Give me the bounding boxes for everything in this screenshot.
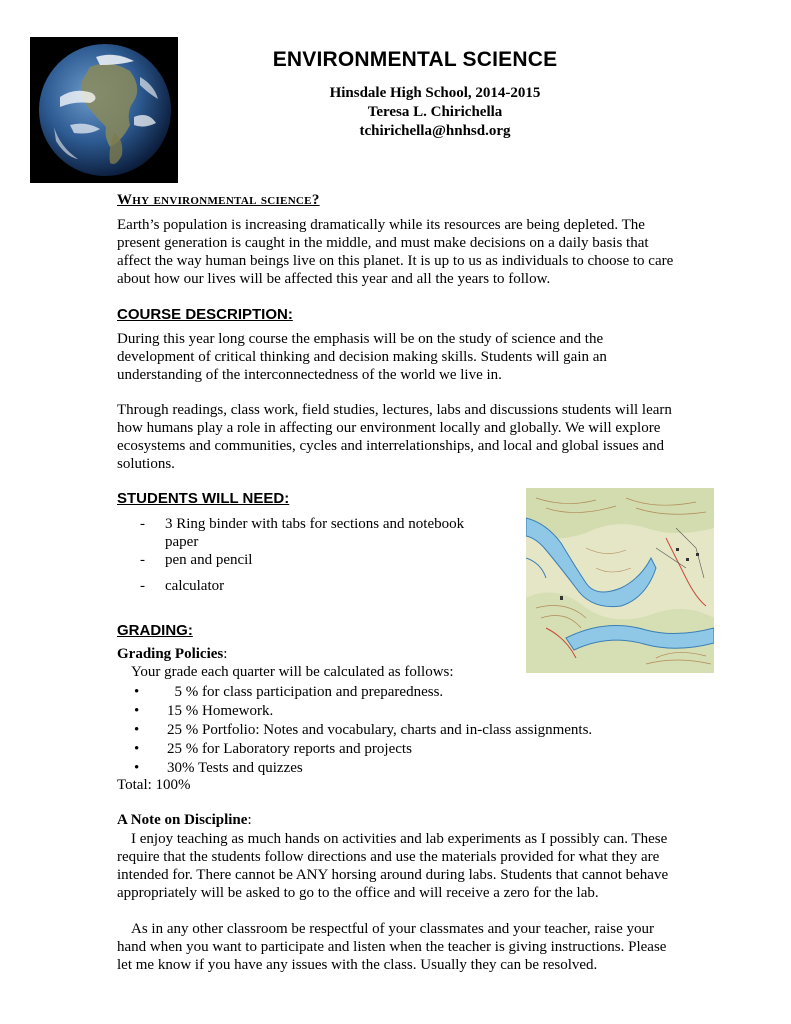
grading-policies-label: Grading Policies:	[117, 646, 228, 662]
course-paragraph-2: Through readings, class work, field studies, lectures, labs and discussions students will learn how humans play a role in affecting our environment locally and globally. We will explore ecosystems and communities, cycles and interrelationships, and local and global issues and solutions.	[117, 402, 672, 472]
school-line: Hinsdale High School, 2014-2015	[329, 85, 541, 101]
grading-intro: Your grade each quarter will be calculated as follows:	[131, 664, 454, 680]
page-title: ENVIRONMENTAL SCIENCE	[272, 48, 558, 71]
course-paragraph-1: During this year long course the emphasis will be on the study of science and the development of critical thinking and decision making skills. Students will gain an understanding of the interconnectedness of the world we live in.	[117, 331, 607, 383]
discipline-paragraph-2: As in any other classroom be respectful of your classmates and your teacher, raise your hand when you want to participate and listen when the teacher is giving instructions. Please let me know if you have any issues with the class. Usually they can be resolved.	[117, 921, 667, 973]
list-item: - calculator	[140, 577, 490, 595]
list-item: • 25 % for Laboratory reports and projects	[130, 740, 690, 759]
earth-globe-image	[30, 37, 178, 183]
topographic-map-image	[526, 488, 714, 673]
grading-total: Total: 100%	[117, 777, 191, 793]
list-item: • 30% Tests and quizzes	[130, 759, 690, 778]
list-item: • 5 % for class participation and preparedness.	[130, 683, 690, 702]
list-item: • 15 % Homework.	[130, 702, 690, 721]
supplies-list	[140, 515, 490, 595]
course-description-heading: COURSE DESCRIPTION:	[117, 306, 293, 323]
grading-list	[130, 683, 690, 778]
teacher-email: tchirichella@hnhsd.org	[359, 123, 511, 139]
why-heading: Why environmental science?	[117, 192, 320, 208]
grading-heading: GRADING:	[117, 622, 193, 639]
discipline-paragraph-1: I enjoy teaching as much hands on activities and lab experiments as I possibly can. These require that the students follow directions and use the materials provided for what they are intended for. There cannot be ANY horsing around during labs. Students that cannot behave appropriately will be asked to go to the office and will receive a zero for the lab.	[117, 831, 669, 901]
list-item: - pen and pencil	[140, 551, 490, 569]
why-paragraph: Earth’s population is increasing dramatically while its resources are being depleted. The present generation is caught in the middle, and must make decisions on a daily basis that affect the way human beings live on this planet. It is up to us as individuals to choose to care about how our lives will be affected this year and all the years to follow.	[117, 217, 674, 287]
teacher-name: Teresa L. Chirichella	[367, 104, 503, 120]
list-item: • 25 % Portfolio: Notes and vocabulary, charts and in-class assignments.	[130, 721, 690, 740]
list-item: - 3 Ring binder with tabs for sections and notebook paper	[140, 515, 490, 551]
students-need-heading: STUDENTS WILL NEED:	[117, 490, 290, 507]
discipline-label: A Note on Discipline:	[117, 812, 252, 828]
